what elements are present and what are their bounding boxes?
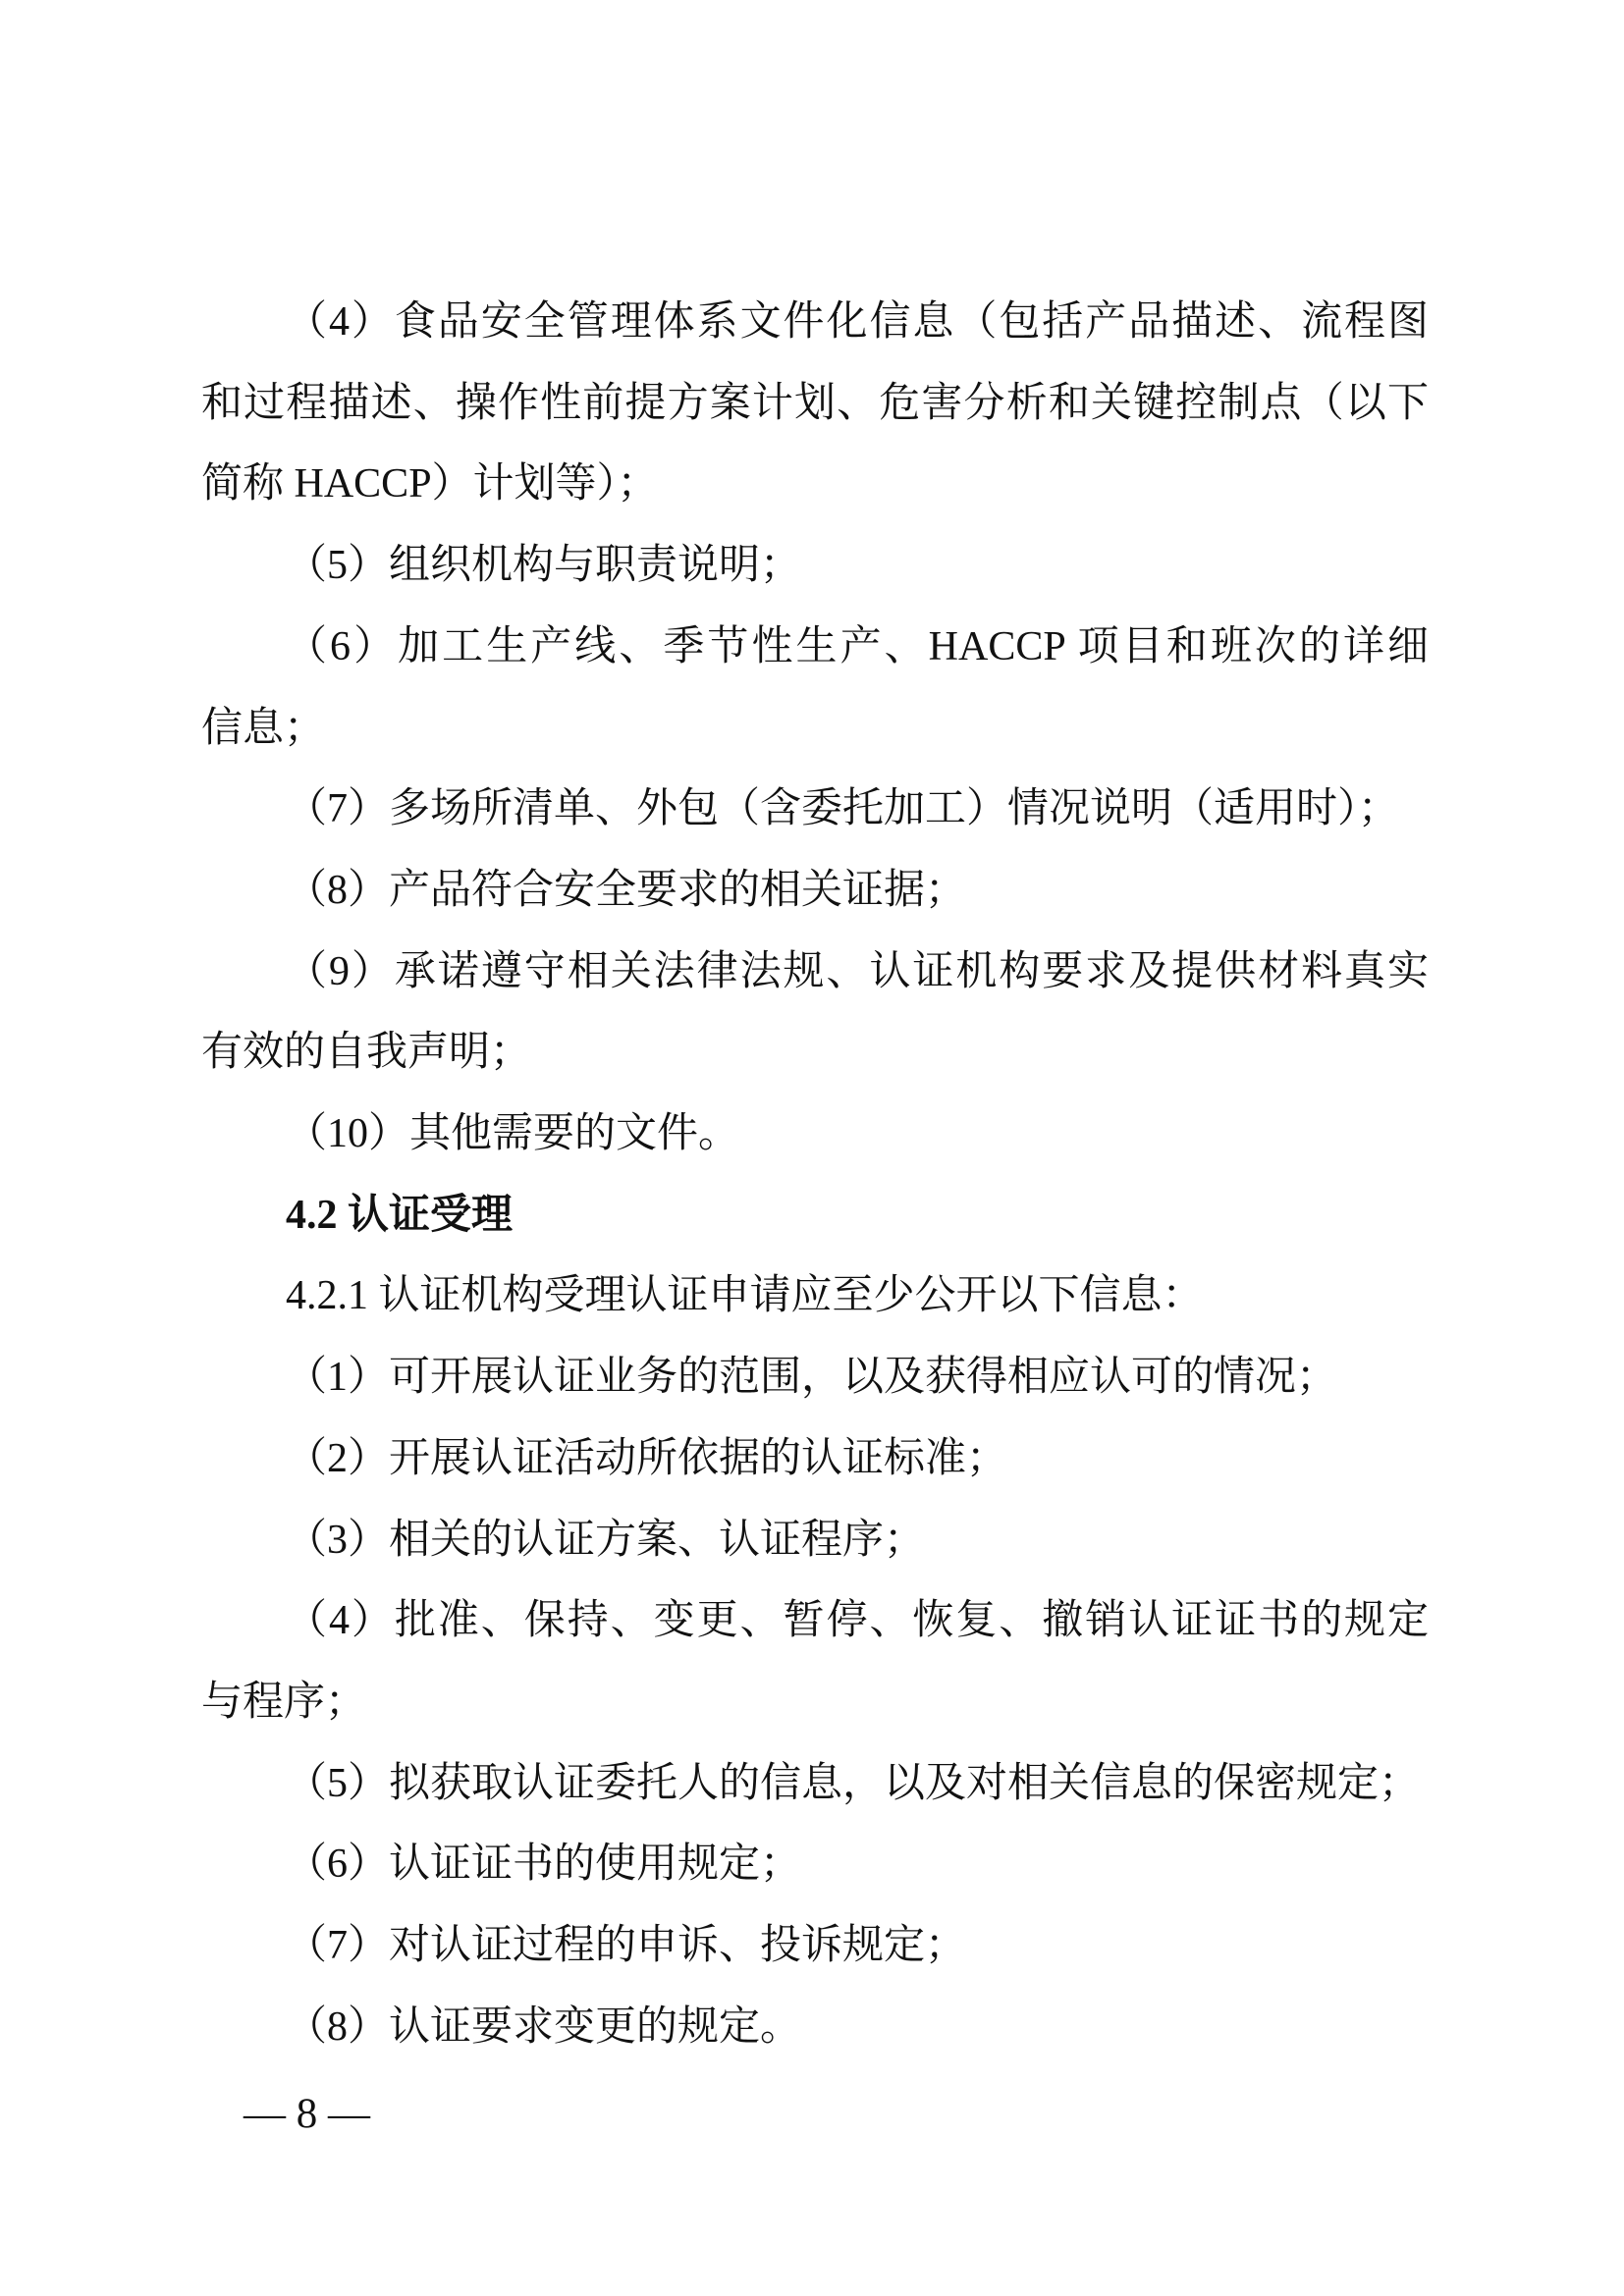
text-line: 与程序； <box>201 1679 367 1725</box>
text-line: （8）产品符合安全要求的相关证据； <box>286 867 967 913</box>
text-line: 有效的自我声明； <box>201 1030 532 1076</box>
text-line: （2）开展认证活动所依据的认证标准； <box>286 1435 1008 1481</box>
text-line: （1）可开展认证业务的范围，以及获得相应认可的情况； <box>286 1355 1338 1401</box>
text-line: （7）对认证过程的申诉、投诉规定； <box>286 1923 967 1969</box>
text-line: （10）其他需要的文件。 <box>286 1111 740 1157</box>
text-line: （4）批准、保持、变更、暂停、恢复、撤销认证证书的规定 <box>286 1598 1429 1644</box>
page-number: — 8 — <box>244 2091 370 2137</box>
text-line: （6）加工生产线、季节性生产、HACCP 项目和班次的详细 <box>286 623 1429 669</box>
text-line: （6）认证证书的使用规定； <box>286 1842 802 1888</box>
text-line: （5）组织机构与职责说明； <box>286 543 802 589</box>
text-line: （4）食品安全管理体系文件化信息（包括产品描述、流程图 <box>286 299 1429 345</box>
text-line: 信息； <box>201 705 326 751</box>
text-line: （5）拟获取认证委托人的信息，以及对相关信息的保密规定； <box>286 1760 1421 1806</box>
text-line: 简称 HACCP）计划等）； <box>201 461 659 507</box>
text-line: （9）承诺遵守相关法律法规、认证机构要求及提供材料真实 <box>286 948 1429 994</box>
text-line: （3）相关的认证方案、认证程序； <box>286 1517 926 1563</box>
document-text <box>201 282 1429 2067</box>
text-line: （7）多场所清单、外包（含委托加工）情况说明（适用时）； <box>286 786 1400 832</box>
text-line: 4.2.1 认证机构受理认证申请应至少公开以下信息： <box>286 1273 1204 1319</box>
section-heading: 4.2 认证受理 <box>286 1192 514 1238</box>
text-line: 和过程描述、操作性前提方案计划、危害分析和关键控制点（以下 <box>201 380 1429 426</box>
text-line: （8）认证要求变更的规定。 <box>286 2003 802 2050</box>
